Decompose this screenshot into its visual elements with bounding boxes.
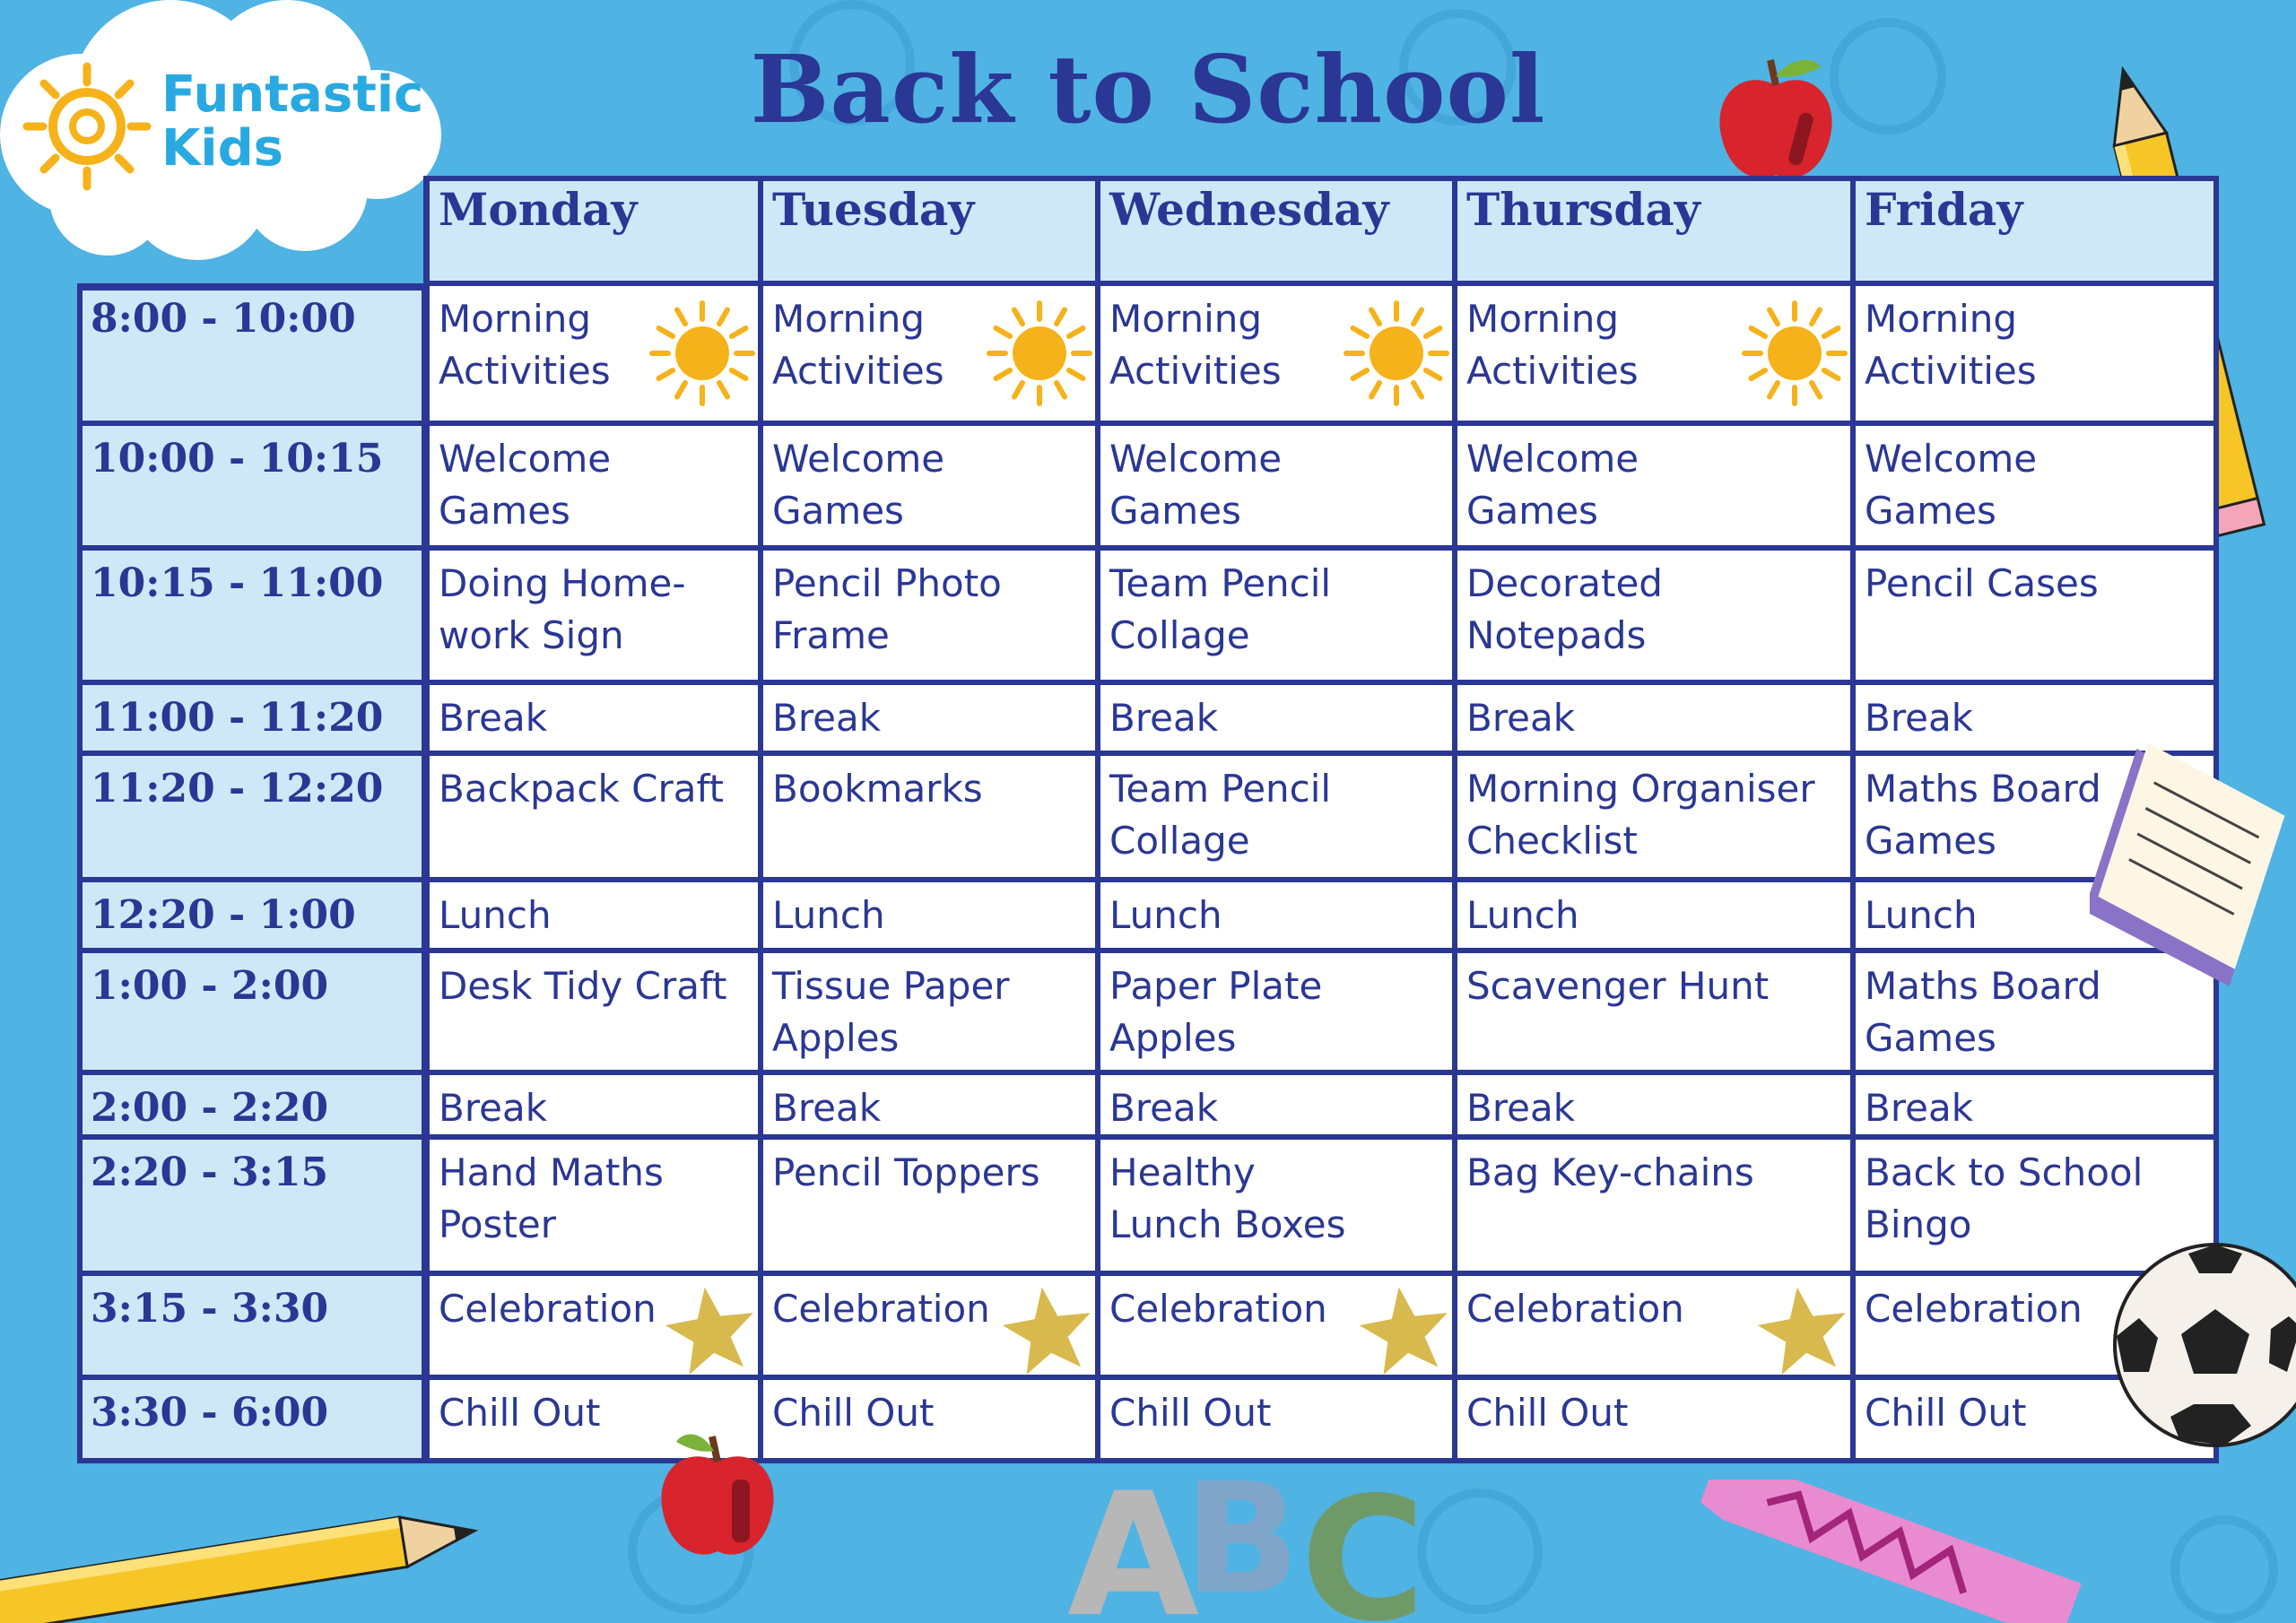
cell-text-line: Games: [1865, 1016, 1996, 1060]
cell-text-line: Celebration: [1109, 1287, 1327, 1331]
activity-cell: [761, 682, 1098, 753]
cell-text-line: Morning: [1466, 297, 1620, 341]
cell-text-line: Chill Out: [772, 1391, 935, 1435]
cell-text-line: Morning: [439, 297, 592, 341]
sun-icon: [1741, 299, 1848, 407]
cell-text-line: 2:20 - 3:15: [91, 1150, 329, 1195]
logo-sun-icon: [20, 59, 154, 194]
activity-cell: [1455, 1377, 1853, 1463]
activity-cell: [1455, 1137, 1853, 1273]
cell-text-line: Chill Out: [1109, 1391, 1272, 1435]
cell-text-line: 10:15 - 11:00: [91, 560, 384, 606]
cell-text-line: Bookmarks: [772, 767, 983, 811]
activity-cell: [1455, 880, 1853, 950]
cell-text-line: Tissue Paper: [772, 964, 1010, 1008]
activity-cell: [427, 1137, 761, 1273]
pencil-icon: [0, 1488, 484, 1623]
cell-text-line: Hand Maths: [439, 1150, 664, 1194]
cell-text-line: Back to School: [1865, 1150, 2144, 1194]
cell-text-line: Welcome: [1865, 437, 2038, 481]
day-header-tuesday: [761, 176, 1098, 283]
cell-text-line: Celebration: [1466, 1287, 1684, 1331]
cell-text-line: Lunch: [439, 893, 552, 937]
cell-text-line: work Sign: [439, 613, 624, 657]
activity-cell: [1098, 1072, 1455, 1137]
activity-cell: [427, 548, 761, 682]
cell-text-line: Chill Out: [1865, 1391, 2027, 1435]
time-slot: [77, 423, 427, 548]
activity-cell: [427, 753, 761, 880]
cell-text-line: Break: [1865, 696, 1974, 740]
cell-text-line: Chill Out: [1466, 1391, 1629, 1435]
cell-text-line: 11:20 - 12:20: [91, 766, 384, 812]
activity-cell: [1098, 423, 1455, 548]
activity-cell: [427, 1072, 761, 1137]
cell-text-line: Break: [439, 1086, 548, 1130]
activity-cell: [761, 1072, 1098, 1137]
cell-text-line: Bag Key-chains: [1466, 1150, 1754, 1194]
cell-text-line: 1:00 - 2:00: [91, 963, 329, 1009]
activity-cell: [1098, 548, 1455, 682]
cell-text-line: Games: [1466, 489, 1598, 533]
abc-letter-b: B: [1184, 1451, 1300, 1623]
activity-cell: [761, 880, 1098, 950]
cell-text-line: Wednesday: [1109, 183, 1389, 236]
cell-text-line: Poster: [439, 1202, 556, 1246]
cell-text-line: 11:00 - 11:20: [91, 695, 384, 741]
cell-text-line: Morning: [1109, 297, 1263, 341]
activity-cell: [1455, 753, 1853, 880]
cell-text-line: Pencil Photo: [772, 561, 1002, 605]
time-slot: [77, 880, 427, 950]
apple-icon: [646, 1426, 789, 1569]
activity-cell: [1098, 950, 1455, 1072]
cell-text-line: Activities: [1466, 349, 1639, 393]
cell-text-line: Collage: [1109, 613, 1250, 657]
activity-cell: [1098, 880, 1455, 950]
time-slot: [77, 548, 427, 682]
time-slot: [77, 283, 427, 423]
cell-text-line: Break: [772, 696, 882, 740]
time-slot: [77, 1273, 427, 1377]
activity-cell: [1098, 753, 1455, 880]
cell-text-line: Team Pencil: [1109, 767, 1332, 811]
cell-text-line: Paper Plate: [1109, 964, 1323, 1008]
cell-text-line: Tuesday: [772, 183, 975, 236]
star-icon: [662, 1282, 761, 1381]
day-header-monday: [427, 176, 761, 283]
cell-text-line: Thursday: [1466, 183, 1700, 236]
cell-text-line: Games: [772, 489, 904, 533]
activity-cell: [1455, 950, 1853, 1072]
cell-text-line: Break: [1109, 696, 1219, 740]
cell-text-line: Lunch Boxes: [1109, 1202, 1346, 1246]
time-slot: [77, 682, 427, 753]
cell-text-line: Backpack Craft: [439, 767, 724, 811]
cell-text-line: Lunch: [1109, 893, 1222, 937]
abc-letters: [1058, 1435, 1435, 1623]
cell-text-line: Monday: [439, 183, 638, 236]
cell-text-line: Activities: [1109, 349, 1282, 393]
activity-cell: [1455, 1072, 1853, 1137]
cell-text-line: Break: [439, 696, 548, 740]
cell-text-line: Checklist: [1466, 819, 1638, 863]
activity-cell: [1853, 283, 2219, 423]
cell-text-line: Notepads: [1466, 613, 1647, 657]
cell-text-line: Lunch: [1466, 893, 1579, 937]
cell-text-line: Chill Out: [439, 1391, 601, 1435]
time-slot: [77, 1137, 427, 1273]
cell-text-line: Apples: [772, 1016, 900, 1060]
day-header-wednesday: [1098, 176, 1455, 283]
star-icon: [1754, 1282, 1853, 1381]
cell-text-line: Desk Tidy Craft: [439, 964, 727, 1008]
day-header-thursday: [1455, 176, 1853, 283]
cell-text-line: Welcome: [1109, 437, 1283, 481]
cell-text-line: Break: [1466, 1086, 1576, 1130]
activity-cell: [1853, 548, 2219, 682]
cell-text-line: Break: [1466, 696, 1576, 740]
soccer-ball-icon: [2099, 1237, 2296, 1453]
activity-cell: [1853, 423, 2219, 548]
cell-text-line: Games: [1109, 489, 1241, 533]
cell-text-line: Games: [439, 489, 570, 533]
activity-cell: [427, 423, 761, 548]
star-icon: [1356, 1282, 1455, 1381]
activity-cell: [761, 1377, 1098, 1463]
cell-text-line: 2:00 - 2:20: [91, 1085, 329, 1131]
cell-text-line: Collage: [1109, 819, 1250, 863]
cell-text-line: Pencil Cases: [1865, 561, 2099, 605]
cell-text-line: Celebration: [772, 1287, 990, 1331]
cell-text-line: Welcome: [1466, 437, 1639, 481]
book-icon: [2090, 717, 2296, 986]
star-icon: [999, 1282, 1098, 1381]
cell-text-line: Pencil Toppers: [772, 1150, 1040, 1194]
activity-cell: [1455, 682, 1853, 753]
cell-text-line: Healthy: [1109, 1150, 1256, 1194]
time-slot: [77, 950, 427, 1072]
activity-cell: [427, 682, 761, 753]
activity-cell: [1098, 1137, 1455, 1273]
sun-icon: [986, 299, 1093, 407]
cell-text-line: Break: [1865, 1086, 1974, 1130]
cell-text-line: Doing Home-: [439, 561, 686, 605]
abc-letter-c: C: [1300, 1461, 1426, 1623]
activity-cell: [761, 1137, 1098, 1273]
apple-icon: [1704, 49, 1848, 193]
brand-line2: Kids: [161, 119, 284, 178]
activity-cell: [761, 950, 1098, 1072]
background-swirl: [1417, 1488, 1543, 1614]
cell-text-line: 12:20 - 1:00: [91, 892, 356, 938]
brand-line1: Funtastic: [161, 65, 424, 124]
activity-cell: [761, 753, 1098, 880]
day-header-friday: [1853, 176, 2219, 283]
cell-text-line: Maths Board: [1865, 964, 2101, 1008]
cell-text-line: Welcome: [772, 437, 945, 481]
cell-text-line: Celebration: [1865, 1287, 2083, 1331]
page-title: Back to School: [750, 34, 1546, 144]
activity-cell: [1455, 423, 1853, 548]
cell-text-line: Break: [772, 1086, 882, 1130]
activity-cell: [1455, 548, 1853, 682]
activity-cell: [1098, 682, 1455, 753]
cell-text-line: Team Pencil: [1109, 561, 1332, 605]
cell-text-line: Decorated: [1466, 561, 1663, 605]
cell-text-line: Maths Board: [1865, 767, 2101, 811]
activity-cell: [427, 950, 761, 1072]
time-slot: [77, 753, 427, 880]
cell-text-line: Morning: [1865, 297, 2018, 341]
cell-text-line: 3:30 - 6:00: [91, 1390, 329, 1436]
sun-icon: [1343, 299, 1450, 407]
time-slot: [77, 1072, 427, 1137]
cell-text-line: Activities: [1865, 349, 2037, 393]
cell-text-line: Welcome: [439, 437, 612, 481]
cell-text-line: Activities: [772, 349, 944, 393]
activity-cell: [761, 423, 1098, 548]
activity-cell: [761, 548, 1098, 682]
cell-text-line: Frame: [772, 613, 890, 657]
cell-text-line: Break: [1109, 1086, 1219, 1130]
time-slot: [77, 1377, 427, 1463]
cell-text-line: Morning: [772, 297, 926, 341]
cell-text-line: Games: [1865, 819, 1996, 863]
cell-text-line: Scavenger Hunt: [1466, 964, 1770, 1008]
activity-cell: [427, 880, 761, 950]
cell-text-line: Morning Organiser: [1466, 767, 1815, 811]
sun-icon: [648, 299, 756, 407]
cell-text-line: 10:00 - 10:15: [91, 436, 384, 482]
cell-text-line: Bingo: [1865, 1202, 1972, 1246]
cell-text-line: Games: [1865, 489, 1996, 533]
cell-text-line: 8:00 - 10:00: [91, 296, 356, 342]
cell-text-line: Apples: [1109, 1016, 1237, 1060]
background-swirl: [2170, 1515, 2278, 1623]
activity-cell: [1853, 1072, 2219, 1137]
cell-text-line: Activities: [439, 349, 611, 393]
cell-text-line: Lunch: [772, 893, 885, 937]
cell-text-line: Lunch: [1865, 893, 1978, 937]
timetable-grid: [77, 176, 2219, 1463]
cell-text-line: 3:15 - 3:30: [91, 1286, 329, 1332]
crayon-icon: [1677, 1480, 2099, 1623]
cell-text-line: Celebration: [439, 1287, 657, 1331]
abc-letter-a: A: [1067, 1456, 1200, 1623]
brand-logo-text: [161, 65, 424, 178]
cell-text-line: Friday: [1865, 183, 2023, 236]
